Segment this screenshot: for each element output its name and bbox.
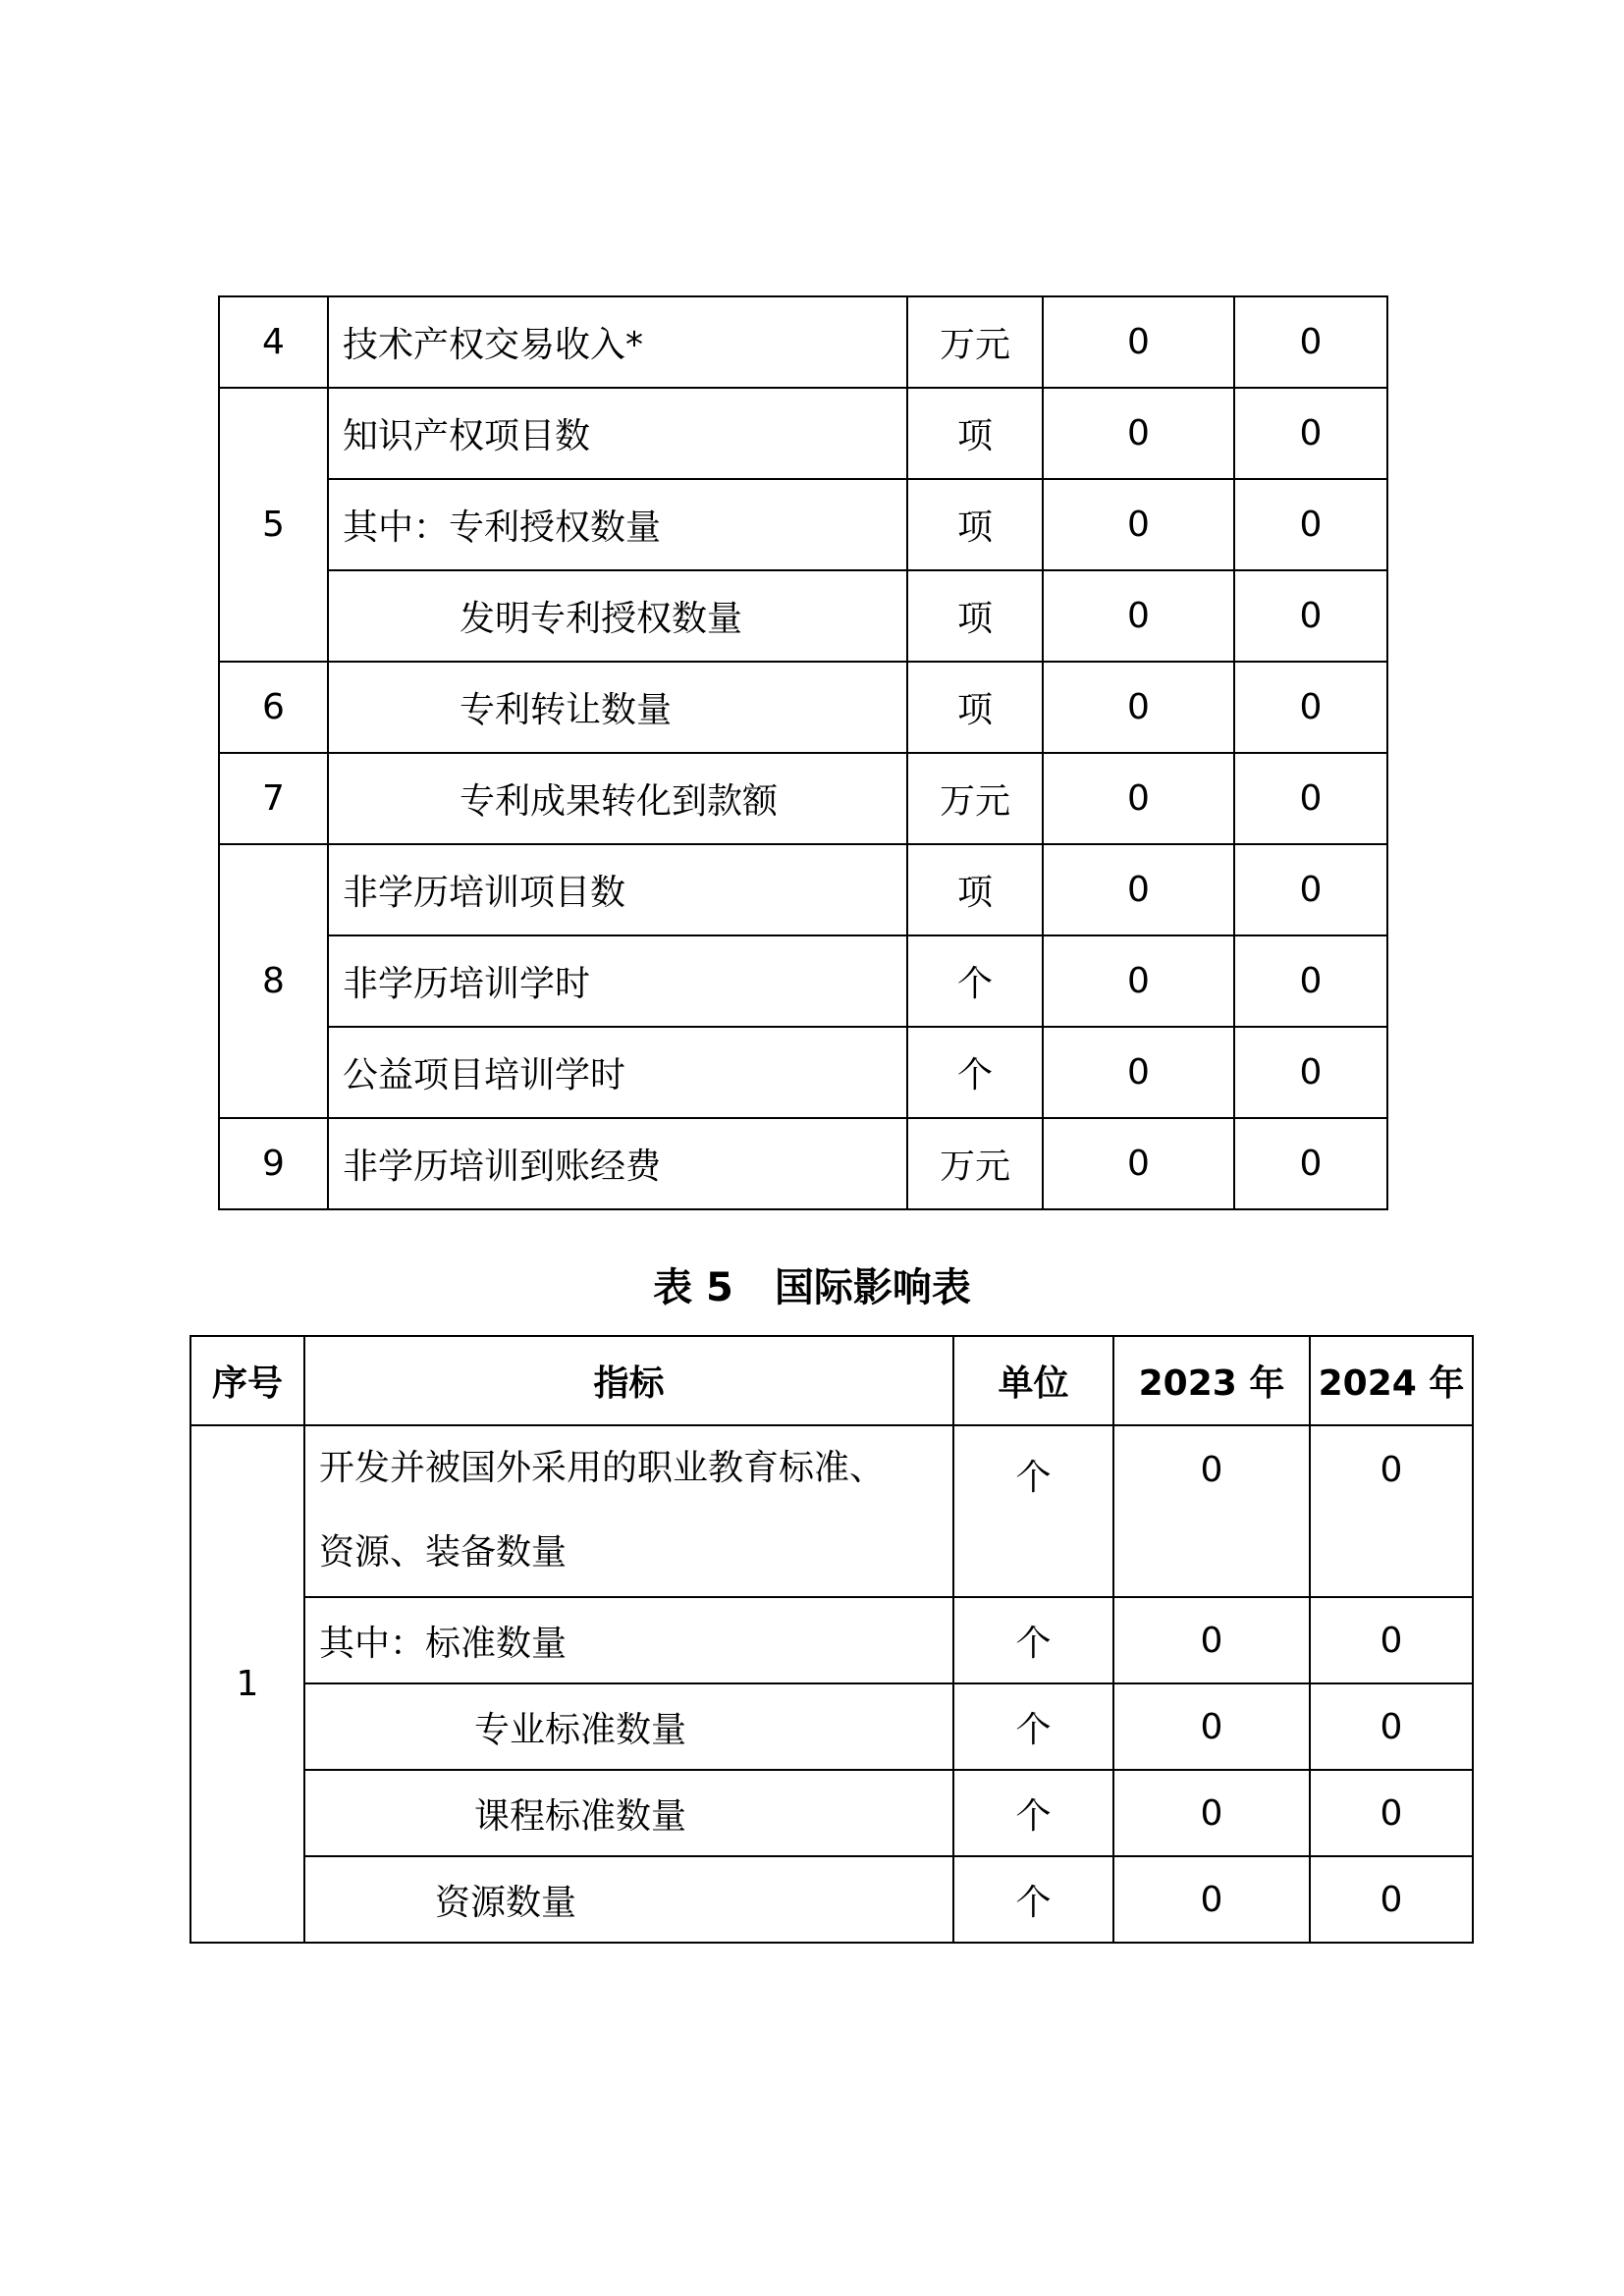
- table-row: [190, 1856, 1473, 1943]
- table-row: [219, 753, 1387, 844]
- table-row: [219, 1027, 1387, 1118]
- indicator-line-2: 资源、装备数量: [319, 1532, 568, 1573]
- value-2023-cell: 0: [1043, 1027, 1234, 1118]
- row-number: 5: [219, 388, 328, 662]
- unit-cell: 项: [907, 479, 1043, 570]
- table-row: [219, 1118, 1387, 1209]
- unit-cell: 个: [953, 1597, 1113, 1683]
- indicator-cell: 技术产权交易收入*: [328, 296, 907, 388]
- table-row: [219, 479, 1387, 570]
- value-2023-cell: 0: [1043, 570, 1234, 662]
- value-2023-cell: 0: [1043, 935, 1234, 1027]
- caption-title: 国际影响表: [774, 1265, 971, 1310]
- header-num: 序号: [190, 1336, 304, 1425]
- header-2024: 2024 年: [1310, 1336, 1473, 1425]
- value-2024-cell: 0: [1310, 1856, 1473, 1943]
- indicator-cell: 专利成果转化到款额: [328, 753, 907, 844]
- unit-cell: 个: [907, 935, 1043, 1027]
- indicator-cell: 课程标准数量: [304, 1770, 953, 1856]
- value-2023-cell: 0: [1113, 1597, 1310, 1683]
- indicator-cell: 资源数量: [304, 1856, 953, 1943]
- value-2023-cell: 0: [1113, 1770, 1310, 1856]
- indicator-cell: 非学历培训项目数: [328, 844, 907, 935]
- value-2024-cell: 0: [1234, 570, 1387, 662]
- value-2023-cell: 0: [1043, 753, 1234, 844]
- value-2024-cell: 0: [1234, 1118, 1387, 1209]
- table-5-caption: [0, 1256, 1624, 1312]
- unit-cell: 个: [953, 1425, 1113, 1597]
- value-2024-cell: 0: [1234, 662, 1387, 753]
- table-row: [219, 296, 1387, 388]
- row-number: 7: [219, 753, 328, 844]
- unit-cell: 万元: [907, 753, 1043, 844]
- value-2023-cell: 0: [1043, 1118, 1234, 1209]
- value-2023-cell: 0: [1043, 296, 1234, 388]
- indicator-cell: 其中：专利授权数量: [328, 479, 907, 570]
- row-number: 9: [219, 1118, 328, 1209]
- table-row: [190, 1597, 1473, 1683]
- value-2024-cell: 0: [1234, 935, 1387, 1027]
- unit-cell: 个: [953, 1683, 1113, 1770]
- value-2023-cell: 0: [1113, 1425, 1310, 1597]
- value-2024-cell: 0: [1310, 1770, 1473, 1856]
- indicator-cell: 非学历培训到账经费: [328, 1118, 907, 1209]
- table-row: [190, 1683, 1473, 1770]
- value-2024-cell: 0: [1234, 1027, 1387, 1118]
- value-2024-cell: 0: [1234, 479, 1387, 570]
- indicator-cell: 发明专利授权数量: [328, 570, 907, 662]
- value-2024-cell: 0: [1310, 1597, 1473, 1683]
- caption-number: 表 5: [653, 1265, 733, 1310]
- table-5-international-influence: [189, 1335, 1474, 1944]
- unit-cell: 项: [907, 844, 1043, 935]
- value-2024-cell: 0: [1234, 753, 1387, 844]
- unit-cell: 项: [907, 570, 1043, 662]
- indicator-cell: 公益项目培训学时: [328, 1027, 907, 1118]
- table-row: [219, 388, 1387, 479]
- unit-cell: 万元: [907, 296, 1043, 388]
- row-number: 6: [219, 662, 328, 753]
- value-2023-cell: 0: [1043, 662, 1234, 753]
- value-2023-cell: 0: [1043, 388, 1234, 479]
- row-number: 8: [219, 844, 328, 1118]
- indicator-cell: 非学历培训学时: [328, 935, 907, 1027]
- unit-cell: 个: [953, 1770, 1113, 1856]
- unit-cell: 万元: [907, 1118, 1043, 1209]
- value-2024-cell: 0: [1234, 844, 1387, 935]
- indicator-cell: 专业标准数量: [304, 1683, 953, 1770]
- value-2024-cell: 0: [1234, 388, 1387, 479]
- indicator-cell: [304, 1425, 953, 1597]
- unit-cell: 个: [907, 1027, 1043, 1118]
- indicator-line-1: 开发并被国外采用的职业教育标准、: [319, 1448, 886, 1488]
- table-row: [190, 1425, 1473, 1597]
- value-2024-cell: 0: [1310, 1683, 1473, 1770]
- table-row: [219, 662, 1387, 753]
- header-2023: 2023 年: [1113, 1336, 1310, 1425]
- table-row: [219, 844, 1387, 935]
- indicator-cell: 专利转让数量: [328, 662, 907, 753]
- value-2023-cell: 0: [1113, 1856, 1310, 1943]
- table-row: [219, 935, 1387, 1027]
- unit-cell: 项: [907, 388, 1043, 479]
- unit-cell: 个: [953, 1856, 1113, 1943]
- row-number: 4: [219, 296, 328, 388]
- value-2024-cell: 0: [1310, 1425, 1473, 1597]
- table-4-continued: [218, 295, 1388, 1210]
- value-2023-cell: 0: [1113, 1683, 1310, 1770]
- indicator-cell: 其中：标准数量: [304, 1597, 953, 1683]
- value-2023-cell: 0: [1043, 479, 1234, 570]
- header-unit: 单位: [953, 1336, 1113, 1425]
- header-indicator: 指标: [304, 1336, 953, 1425]
- table-row: [190, 1770, 1473, 1856]
- indicator-cell: 知识产权项目数: [328, 388, 907, 479]
- value-2024-cell: 0: [1234, 296, 1387, 388]
- row-number: 1: [190, 1425, 304, 1943]
- table-row: [219, 570, 1387, 662]
- table-header-row: [190, 1336, 1473, 1425]
- value-2023-cell: 0: [1043, 844, 1234, 935]
- unit-cell: 项: [907, 662, 1043, 753]
